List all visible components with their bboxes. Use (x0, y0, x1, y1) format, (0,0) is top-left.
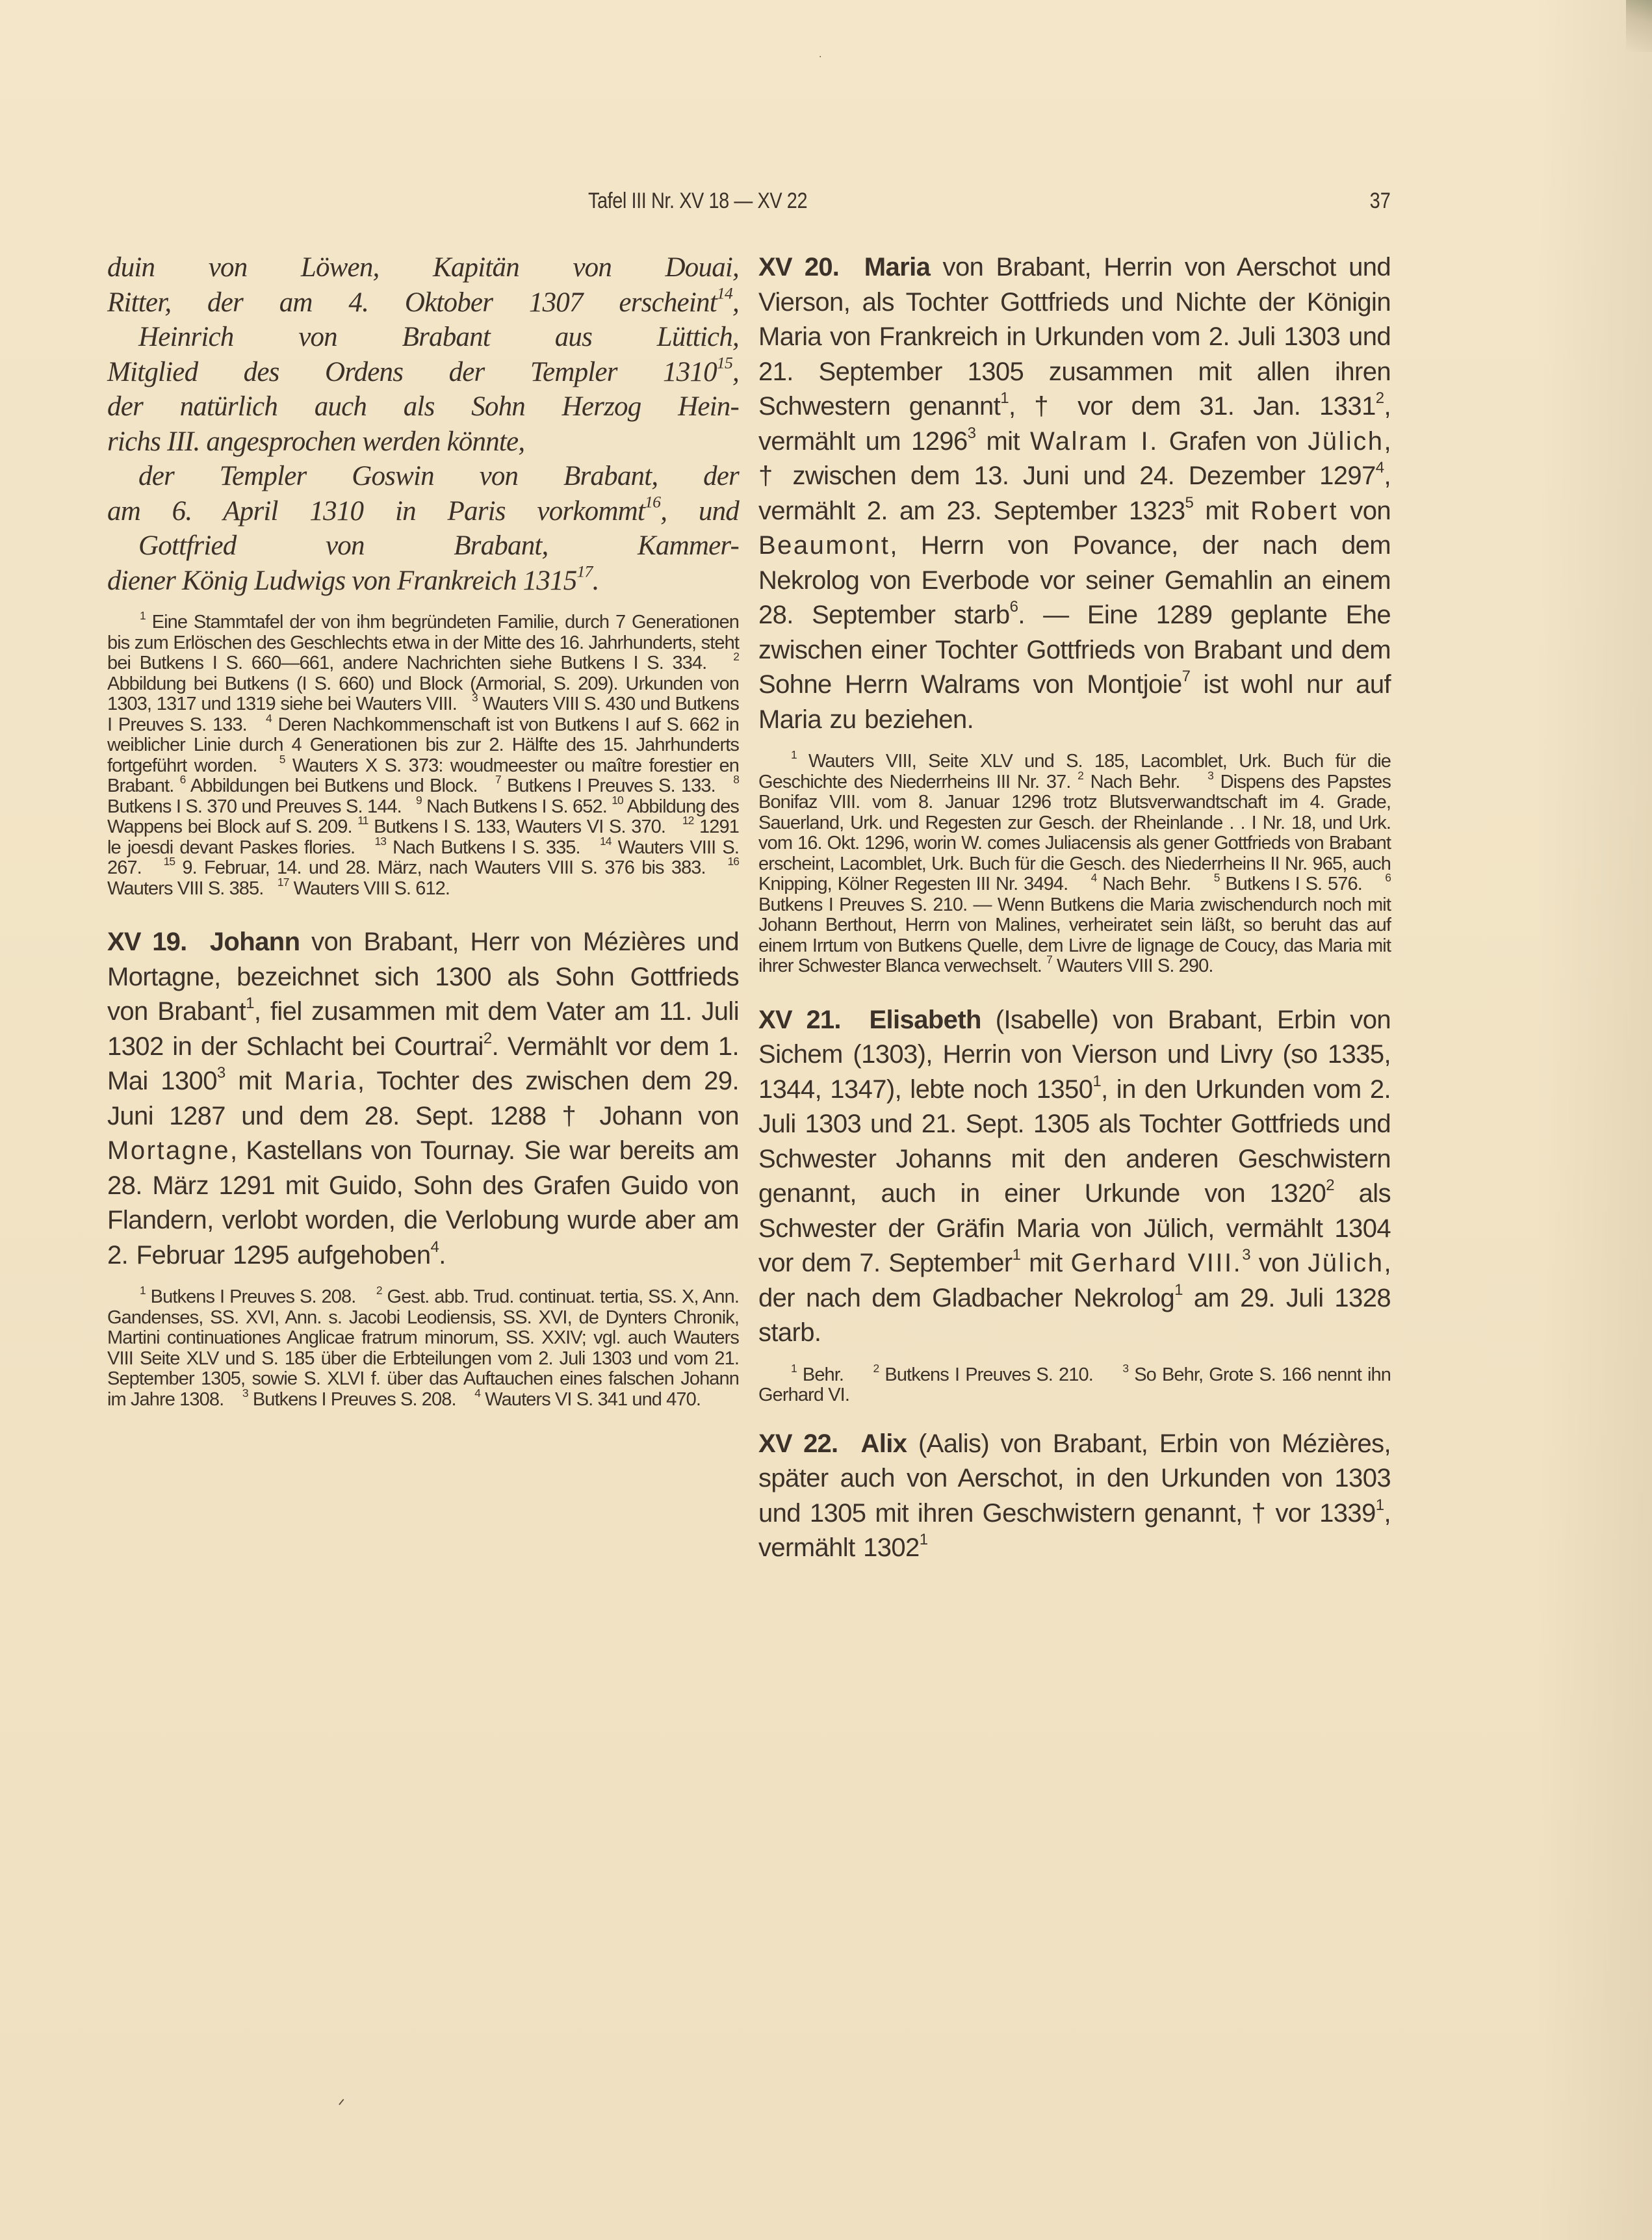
xv18-footnotes (107, 608, 739, 899)
xv20-footnotes (758, 748, 1391, 977)
footnote: $^6$ Abbildungen bei Butkens und Block. (179, 772, 478, 796)
footnote: $^9$ Nach Butkens I S. 652. (415, 793, 607, 817)
text-line: am 6. April 1310 in Paris vorkommt$^{16}$, und (107, 492, 739, 527)
footnote: $^4$ Deren Nachkommenschaft ist von Butkens I auf S. 662 in weiblicher Linie durch 4 Generationen bis zur 2. Hälfte des 15. Jahrhunderts fortgeführt worden. (107, 711, 739, 776)
footnote-ref: 17 (576, 562, 593, 581)
text-line: der Templer Goswin von Brabant, der (138, 461, 739, 491)
footnote-ref: 1 (919, 1531, 928, 1548)
spouse-name: Walram I. (1030, 426, 1159, 456)
footnote-ref: 7 (1181, 668, 1191, 685)
print-speck: · (819, 52, 822, 62)
footnote: $^3$ Dispens des Papstes Bonifaz VIII. vom 8. Januar 1296 trotz Blutsverwandtschaft im 4. Grade, Sauerland, Urk. und Regesten zur Gesch. der Rheinlande . . I Nr. 18, und Urk. vom 16. Okt. 1296, worin W. comes Juliacensis als gener Gottfrieds von Brabant erscheint, Lacomblet, Urk. Buch für die Gesch. des Niederrheins II Nr. 965, auch Knipping, Kölner Regesten III Nr. 3494. (758, 768, 1391, 894)
footnote: $^{14}$ Wauters VIII S. 267. (107, 834, 739, 878)
footnote: $^2$ Gest. abb. Trud. continuat. tertia, SS. X, Ann. Gandenses, SS. XVI, Ann. s. Jacobi Leodiensis, SS. XVI, de Dynters Chronik, Martini continuationes Anglicae fratrum minorum, SS. XXIV; vgl. auch Wauters VIII Seite XLV und S. 185 über die Erbteilungen vom 2. Juli 1303 und vom 21. September 1305, sowie S. XLVI f. über das Auftauchen eines falschen Johann im Jahre 1308. (107, 1283, 739, 1410)
text-line: duin von Löwen, Kapitän von Douai, (107, 252, 739, 283)
footnote: $^3$ Wauters VIII S. 430 und Butkens I Preuves S. 133. (107, 690, 739, 735)
text-line: diener König Ludwigs von Frankreich 1315$^{17}$. (107, 562, 599, 596)
running-header (104, 189, 1391, 221)
person-name: Johann (209, 928, 300, 956)
footnote: $^{15}$ 9. Februar, 14. und 28. März, nach Wauters VIII S. 376 bis 383. (163, 854, 706, 878)
print-smudge: ᐟ (338, 2096, 346, 2116)
footnote: $^{13}$ Nach Butkens I S. 335. (374, 834, 580, 858)
footnote-ref: 4 (430, 1238, 439, 1256)
footnote: $^3$ Butkens I Preuves S. 208. (242, 1386, 456, 1410)
footnote-ref: 2 (483, 1029, 492, 1047)
text-line: Ritter, der am 4. Oktober 1307 erscheint$^{14}$, (107, 283, 739, 318)
footnote: $^4$ Nach Behr. (1091, 870, 1191, 894)
footnote: $^3$ So Behr, Grote S. 166 nennt ihn Gerhard VI. (758, 1361, 1391, 1405)
footnotes-block (107, 608, 739, 899)
footnote-ref: 5 (1185, 493, 1194, 512)
footnote-ref: 1 (1012, 1246, 1021, 1264)
footnote-ref: 1 (1000, 389, 1009, 407)
entry-number: XV 22. (758, 1429, 838, 1458)
xv19-footnotes (107, 1283, 739, 1410)
person-name: Maria (864, 253, 931, 281)
footnote: $^6$ Butkens I Preuves S. 210. — Wenn Butkens die Maria zwischendurch noch mit Johann Berthout, Herrn von Malines, verheiratet sein läßt, so beruht das auf einem Irrtum von Butkens Quelle, dem Livre de lignage de Coucy, das Maria mit ihrer Schwester Blanca verwechselt. (758, 870, 1391, 976)
footnote: $^{10}$ Abbildung des Wappens bei Block auf S. 209. (107, 793, 739, 837)
footnote: $^2$ Nach Behr. (1078, 768, 1180, 792)
footnote-ref: 2 (1326, 1177, 1335, 1194)
person-name: Alix (860, 1429, 907, 1458)
footnote: $^8$ Butkens I S. 370 und Preuves S. 144. (107, 772, 739, 817)
running-header-title: Tafel III Nr. XV 18 — XV 22 (588, 189, 808, 213)
footnote-ref: 6 (1009, 598, 1018, 616)
entry-xv20: XV 20. Maria von Brabant, Herrin von Aerschot und Vierson, als Tochter Gottfrieds und Nichte der Königin Maria von Frankreich in Urkunden vom 2. Juli 1303 und 21. September 1305 zusammen mit allen ihren Schwestern genannt$^1$, † vor dem 31. Jan. 1331$^2$, vermählt um 1296$^3$ mit Walram I. Grafen von Jülich, † zwischen dem 13. Juni und 24. Dezember 1297$^4$, vermählt 2. am 23. September 1323$^5$ mit Robert von Beaumont, Herrn von Povance, der nach dem Nekrolog von Everbode vor seiner Gemahlin an einem 28. September starb$^6$. — Eine 1289 geplante Ehe zwischen einer Tochter Gottfrieds von Brabant und dem Sohne Herrn Walrams von Montjoie$^7$ ist wohl nur auf Maria zu beziehen. (758, 253, 1391, 734)
spouse-name: Maria (284, 1067, 357, 1095)
text-line: Gottfried von Brabant, Kammer- (138, 530, 739, 561)
footnote: $^7$ Butkens I Preuves S. 133. (495, 772, 716, 796)
person-name: Elisabeth (869, 1005, 981, 1034)
entry-number: XV 21. (758, 1005, 841, 1034)
footnote: $^{12}$ 1291 le joesdi devant Paskes flories. (107, 813, 739, 858)
footnote-ref: 3 (216, 1064, 226, 1082)
xv21-footnotes (758, 1361, 1391, 1406)
footnote: $^7$ Wauters VIII S. 290. (1046, 952, 1213, 976)
footnote-ref: 1 (1375, 1496, 1384, 1514)
text-line: der natürlich auch als Sohn Herzog Hein- (107, 391, 739, 422)
footnote: $^2$ Abbildung bei Butkens (I S. 660) und Block (Armorial, S. 209). Urkunden von 1303, 1317 und 1319 siehe bei Wauters VIII. (107, 649, 739, 714)
left-column (107, 250, 739, 1410)
right-column (758, 250, 1391, 1566)
footnote: $^5$ Wauters X S. 373: woudmeester ou maître forestier en Brabant. (107, 752, 739, 796)
spouse-place: Jülich (1308, 1249, 1384, 1277)
footnote-ref: 3 (1242, 1246, 1250, 1264)
footnote: $^{16}$ Wauters VIII S. 385. (107, 854, 739, 899)
footnote: $^4$ Wauters VI S. 341 und 470. (474, 1386, 701, 1410)
page-number: 37 (1369, 189, 1391, 213)
footnote-ref: 1 (1092, 1072, 1102, 1090)
footnote-ref: 16 (645, 492, 661, 512)
page-corner-fold (1626, 0, 1652, 52)
entry-number: XV 19. (107, 928, 187, 956)
spouse-family: Beaumont (758, 531, 890, 560)
spouse-family: Mortagne (107, 1136, 230, 1165)
footnote: $^2$ Butkens I Preuves S. 210. (873, 1361, 1093, 1385)
spouse-place: Jülich (1308, 426, 1384, 456)
footnote-ref: 4 (1375, 459, 1384, 476)
footnote-ref: 1 (246, 995, 254, 1012)
footnote: $^5$ Butkens I S. 576. (1213, 870, 1362, 894)
footnote-ref: 1 (1174, 1281, 1183, 1299)
spouse-name: Gerhard VIII. (1070, 1249, 1243, 1277)
text-line: Mitglied des Ordens der Templer 1310$^{15}$, (107, 353, 739, 387)
text-line: richs III. angesprochen werden könnte, (107, 426, 525, 457)
footnote: $^1$ Eine Stammtafel der von ihm begründeten Familie, durch 7 Generationen bis zum Erlöschen des Geschlechts etwa in der Mitte des 16. Jahrhunderts, steht bei Butkens I S. 660—661, andere Nachrichten siehe Butkens I S. 334. (107, 608, 739, 673)
text-line: Heinrich von Brabant aus Lüttich, (138, 322, 739, 352)
footnote: $^1$ Behr. (791, 1361, 844, 1385)
entry-xv19: XV 19. Johann von Brabant, Herr von Mézières und Mortagne, bezeichnet sich 1300 als Sohn Gottfrieds von Brabant$^1$, fiel zusammen mit dem Vater am 11. Juli 1302 in der Schlacht bei Courtrai$^2$. Vermählt vor dem 1. Mai 1300$^3$ mit Maria, Tochter des zwischen dem 29. Juni 1287 und dem 28. Sept. 1288 † Johann von Mortagne, Kastellans von Tournay. Sie war bereits am 28. März 1291 mit Guido, Sohn des Grafen Guido von Flandern, verlobt worden, die Verlobung wurde aber am 2. Februar 1295 aufgehoben$^4$. (107, 928, 740, 1270)
footnote-ref: 15 (716, 353, 733, 372)
footnote: $^1$ Wauters VIII, Seite XLV und S. 185, Lacomblet, Urk. Buch für die Geschichte des Niederrheins III Nr. 37. (758, 748, 1391, 792)
footnote: $^{11}$ Butkens I S. 133, Wauters VI S. 370. (357, 813, 666, 837)
spouse-name: Robert (1250, 496, 1339, 525)
xv18-continuation (107, 250, 739, 598)
footnote: $^{17}$ Wauters VIII S. 612. (277, 875, 450, 899)
entry-xv22: XV 22. Alix (Aalis) von Brabant, Erbin von Mézières, später auch von Aerschot, in den Urkunden von 1303 und 1305 mit ihren Geschwistern genannt, † vor 1339$^1$, vermählt 1302$^1$ (758, 1429, 1391, 1562)
entry-xv21: XV 21. Elisabeth (Isabelle) von Brabant, Erbin von Sichem (1303), Herrin von Vierson und Livry (so 1335, 1344, 1347), lebte noch 1350$^1$, in den Urkunden vom 2. Juli 1303 und 21. Sept. 1305 als Tochter Gottfrieds und Schwester Johanns mit den anderen Geschwistern genannt, auch in einer Urkunde von 1320$^2$ als Schwester der Gräfin Maria von Jülich, vermählt 1304 vor dem 7. September$^1$ mit Gerhard VIII.$^3$ von Jülich, der nach dem Gladbacher Nekrolog$^1$ am 29. Juli 1328 starb. (758, 1005, 1391, 1347)
footnote-ref: 3 (967, 424, 976, 442)
footnote: $^1$ Butkens I Preuves S. 208. (140, 1283, 356, 1307)
entry-number: XV 20. (758, 253, 840, 281)
footnote-ref: 2 (1375, 389, 1384, 407)
footnote-ref: 14 (716, 283, 733, 303)
